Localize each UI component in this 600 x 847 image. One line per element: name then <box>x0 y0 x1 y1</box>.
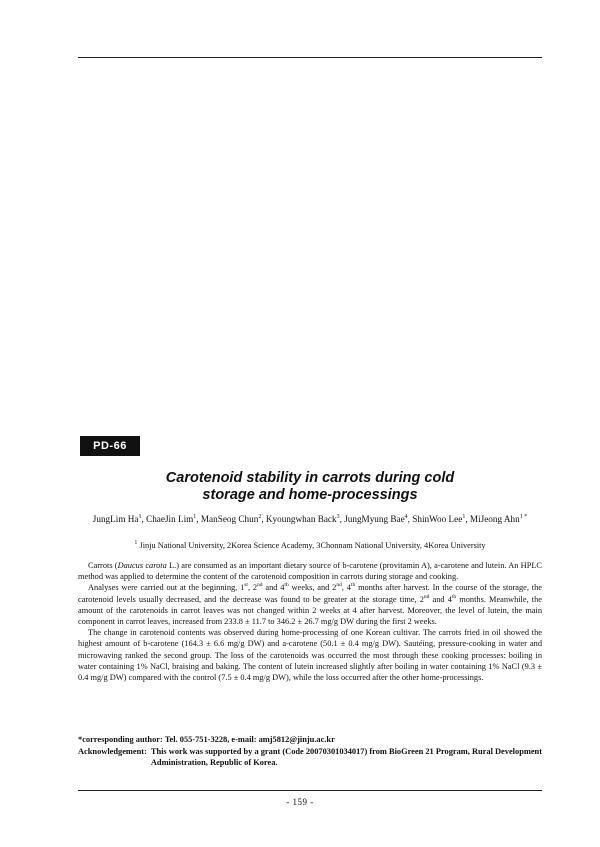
author-name: JungMyung Bae <box>344 514 405 524</box>
acknowledgement <box>78 746 542 769</box>
affiliations <box>78 541 542 550</box>
author-name: ManSeog Chun <box>200 514 259 524</box>
abstract-body <box>78 560 542 683</box>
ordinal-suffix: nd <box>257 582 263 589</box>
author-affiliation-mark: 1 <box>462 513 466 520</box>
author-affiliation-mark: 1 <box>138 513 142 520</box>
author-name: Kyoungwhan Back <box>265 514 337 524</box>
abstract-paragraph-1 <box>78 560 542 582</box>
ordinal-suffix: nd <box>423 593 430 600</box>
author-list: JungLim Ha$^1$, ChaeJin Lim$^1$, ManSeog Chun$^2$, Kyoungwhan Back$^3$, JungMyung Bae$^4$, ShinWoo Lee$^1$, MiJeong Ahn$^{1 *}$ <box>92 513 528 524</box>
ordinal-suffix: th <box>451 593 457 600</box>
ordinal-suffix: th <box>350 582 356 589</box>
abstract-text: weeks, and 2 <box>288 583 337 593</box>
header-rule <box>78 57 542 58</box>
footnotes <box>78 734 542 769</box>
abstract-text: Analyses were carried out at the beginning, 1 <box>88 583 245 593</box>
ordinal-suffix: nd <box>336 582 342 589</box>
corresponding-author: *corresponding author: Tel. 055-751-3228, e-mail: amj5812@jinju.ac.kr <box>78 735 335 744</box>
footer-rule <box>78 790 542 791</box>
title-line-1: Carotenoid stability in carrots during cold <box>165 470 455 486</box>
abstract-text: and 4 <box>429 594 452 604</box>
acknowledgement-label: Acknowledgement: <box>78 746 147 756</box>
ordinal-suffix: st <box>244 582 248 589</box>
paper-title <box>78 470 542 504</box>
affiliation-mark: 1 <box>134 540 138 547</box>
author-affiliation-mark: 1 <box>193 513 197 520</box>
title-line-2: storage and home-processings <box>202 487 418 503</box>
abstract-paragraph-2 <box>78 582 542 627</box>
author-affiliation-mark: 4 <box>404 513 408 520</box>
abstract-paragraph-3: The change in carotenoid contents was observed during home-processing of one Korean cultivar. The carrots fried in oil showed the highest amount of b-carotene (164.3 ± 6.6 mg/g DW) and a-carotene (50.1 ± 0.4 mg/g DW). Sautéing, pressure-cooking in water and microwaving ranked the second group. The loss of the carotenoids was occurred the most through these cooking processes: boiling in water containing 1% NaCl, braising and baking. The content of lutein increased slightly after boiling in water containing 1% NaCl (9.3 ± 0.4 mg/g DW) compared with the control (7.5 ± 0.4 mg/g DW), while the loss occurred after the other home-processings. <box>78 628 542 683</box>
author-name: JungLim Ha <box>92 514 139 524</box>
author-name: ChaeJin Lim <box>146 514 194 524</box>
author-affiliation-mark: 1 * <box>519 513 528 520</box>
author-name: ShinWoo Lee <box>412 514 463 524</box>
species-name: Daucus carota <box>117 561 167 570</box>
author-affiliation-mark: 2 <box>258 513 262 520</box>
abstract-text: L.) are consumed as an important dietary source of b-carotene (provitamin A), a-carotene and lutein. An HPLC method was applied to determine the content of the carotenoid composition in carrots during storage and cooking. <box>78 561 542 582</box>
poster-id-badge: PD-66 <box>80 436 140 456</box>
acknowledgement-text: This work was supported by a grant (Code 20070301034017) from BioGreen 21 Program, Rural Development Administration, Republic of Korea. <box>150 746 542 767</box>
abstract-text: months after harvest. In the course of the storage, the carotenoid levels usually decreased, and the decrease was found to be greater at the storage time, 2 <box>78 583 542 604</box>
ordinal-suffix: th <box>284 582 289 589</box>
abstract-text: months. Meanwhile, the amount of the carotenoids in carrot leaves was not changed within 2 weeks at 4 after harvest. Moreover, the level of lutein, the main component in carrot leaves, increased from 233.8 ± 11.7 to 346.2 ± 26.7 mg/g DW during the first 2 weeks. <box>78 594 542 627</box>
abstract-text: and 4 <box>262 583 285 593</box>
abstract-text: Carrots ( <box>88 561 118 570</box>
abstract-text: , 4 <box>341 583 351 593</box>
abstract-text: , 2 <box>247 583 258 593</box>
author-name: MiJeong Ahn <box>469 514 520 524</box>
page-number: - 159 - <box>286 797 314 807</box>
affiliation-text: Jinju National University, 2Korea Science Academy, 3Chonnam National University, 4Korea University <box>137 541 486 550</box>
author-affiliation-mark: 3 <box>336 513 340 520</box>
